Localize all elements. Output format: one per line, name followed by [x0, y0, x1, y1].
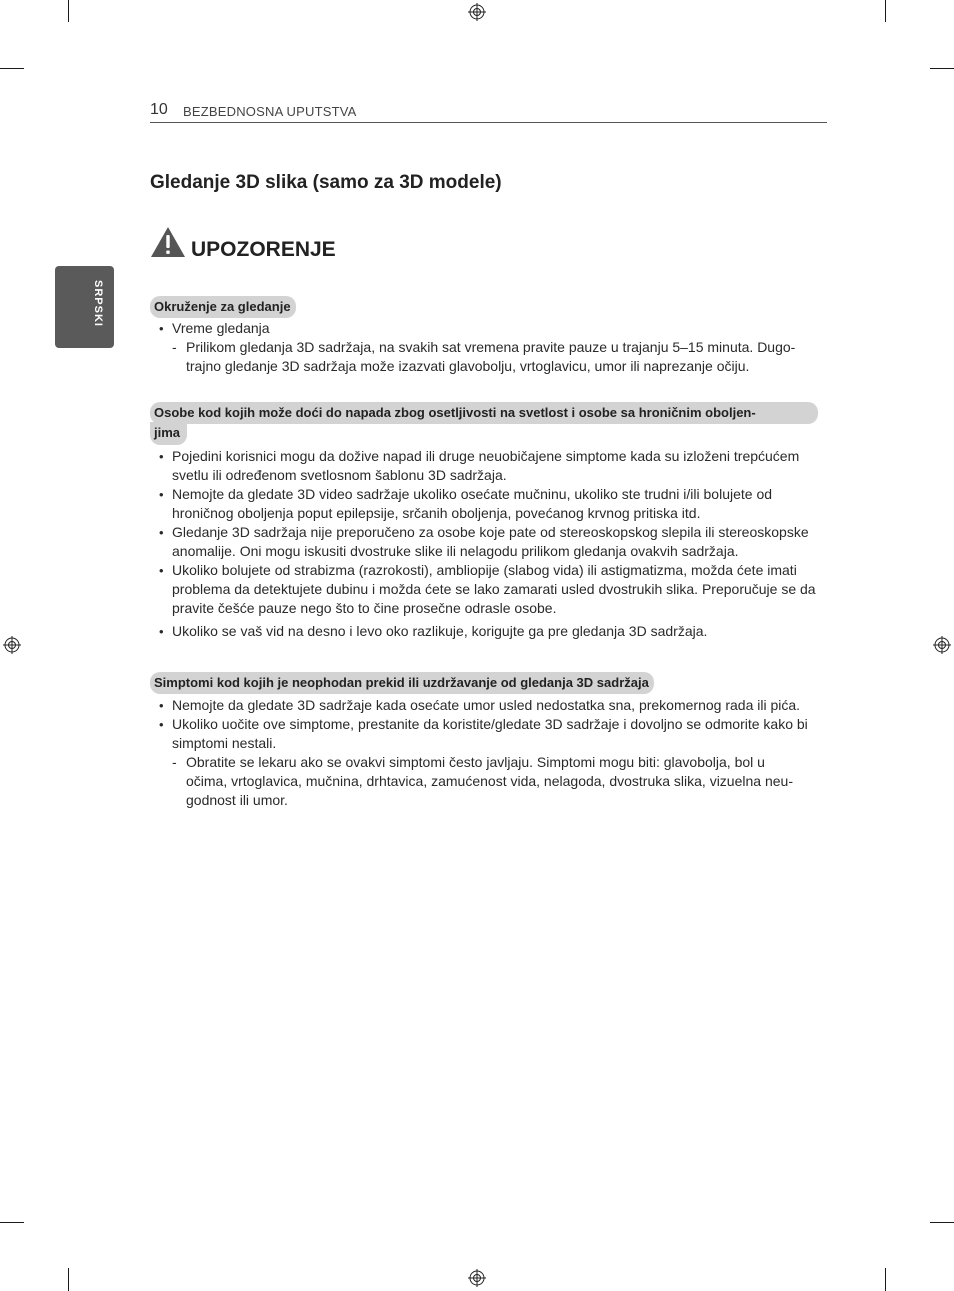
list-item: • Pojedini korisnici mogu da dožive napad ili druge neuobičajene simptome kada su izloženi trepćućem — [172, 447, 799, 466]
warning-label: UPOZORENJE — [191, 238, 336, 261]
running-head: BEZBEDNOSNA UPUTSTVA — [183, 104, 357, 119]
list-item: • Vreme gledanja — [172, 319, 270, 338]
warning-triangle-icon — [150, 226, 186, 258]
crop-mark — [930, 68, 954, 69]
list-item: • Nemojte da gledate 3D sadržaje kada osećate umor usled nedostatka sna, prekomernog rada ili pića. — [172, 696, 800, 715]
registration-mark-icon — [468, 3, 486, 21]
registration-mark-icon — [933, 636, 951, 654]
registration-mark-icon — [468, 1269, 486, 1287]
registration-mark-icon — [3, 636, 21, 654]
list-item: • Nemojte da gledate 3D video sadržaje ukoliko osećate mučninu, ukoliko ste trudni i/ili bolujete od — [172, 485, 772, 504]
list-item-continuation: anomalije. Oni mogu iskusiti dvostruke slike ili nelagodu prilikom gledanja ovakvih sadržaja. — [172, 543, 739, 559]
list-item-continuation: hroničnog oboljenja poput epilepsije, srčanih oboljenja, povećanog krvnog pritiska itd. — [172, 505, 701, 521]
crop-mark — [930, 1222, 954, 1223]
crop-mark — [0, 68, 24, 69]
page-number: 10 — [150, 101, 168, 118]
subheading-text: Okruženje za gledanje — [154, 299, 291, 314]
sub-list-item-continuation: trajno gledanje 3D sadržaja može izazvati glavobolju, vrtoglavicu, umor ili naprezanje očiju. — [186, 358, 750, 374]
list-item-continuation: svetlu ili određenom svetlosnom šablonu 3D sadržaja. — [172, 467, 507, 483]
subheading-symptoms — [150, 672, 654, 694]
subheading-text: Osobe kod kojih može doći do napada zbog osetljivosti na svetlost i osobe sa hroničnim oboljen- — [154, 405, 756, 420]
list-item-continuation: simptomi nestali. — [172, 735, 277, 751]
crop-mark — [68, 1268, 69, 1291]
crop-mark — [885, 1268, 886, 1291]
sub-list-item: - Prilikom gledanja 3D sadržaja, na svakih sat vremena pravite pauze u trajanju 5–15 minuta. Dugo- — [186, 338, 795, 357]
section-title: Gledanje 3D slika (samo za 3D modele) — [150, 172, 502, 193]
list-item-continuation: problema da detektujete dubinu i možda ćete se lako zamarati usled dvostrukih slika. Preporučuje se da — [172, 581, 816, 597]
list-item: • Gledanje 3D sadržaja nije preporučeno za osobe koje pate od stereoskopskog slepila ili stereoskopske — [172, 523, 809, 542]
subheading-text: jima — [154, 425, 181, 440]
page-header — [150, 100, 827, 123]
list-item: • Ukoliko bolujete od strabizma (razrokosti), ambliopije (slabog vida) ili astigmatizma, možda ćete imati — [172, 561, 797, 580]
crop-mark — [885, 0, 886, 22]
crop-mark — [68, 0, 69, 22]
subheading-viewing-environment — [150, 296, 296, 318]
subheading-photosensitive-persons-continuation — [150, 422, 187, 445]
sub-list-item: - Obratite se lekaru ako se ovakvi simptomi često javljaju. Simptomi mogu biti: glavobolja, bol u — [186, 753, 765, 772]
crop-mark — [0, 1222, 24, 1223]
sub-list-item-continuation: godnost ili umor. — [186, 792, 288, 808]
list-item: • Ukoliko se vaš vid na desno i levo oko razlikuje, korigujte ga pre gledanja 3D sadržaja. — [172, 622, 707, 641]
sub-list-item-continuation: očima, vrtoglavica, mučnina, drhtavica, zamućenost vida, nelagoda, dvostruka slika, vizuelna neu- — [186, 773, 793, 789]
language-tab-label: SRPSKI — [92, 280, 104, 327]
list-item: • Ukoliko uočite ove simptome, prestanite da koristite/gledate 3D sadržaje i dovoljno se odmorite kako bi — [172, 715, 808, 734]
subheading-photosensitive-persons — [150, 402, 818, 424]
list-item-continuation: pravite češće pauze nego što to čine prosečne odrasle osobe. — [172, 600, 557, 616]
language-tab — [55, 266, 114, 348]
subheading-text: Simptomi kod kojih je neophodan prekid ili uzdržavanje od gledanja 3D sadržaja — [154, 675, 649, 690]
